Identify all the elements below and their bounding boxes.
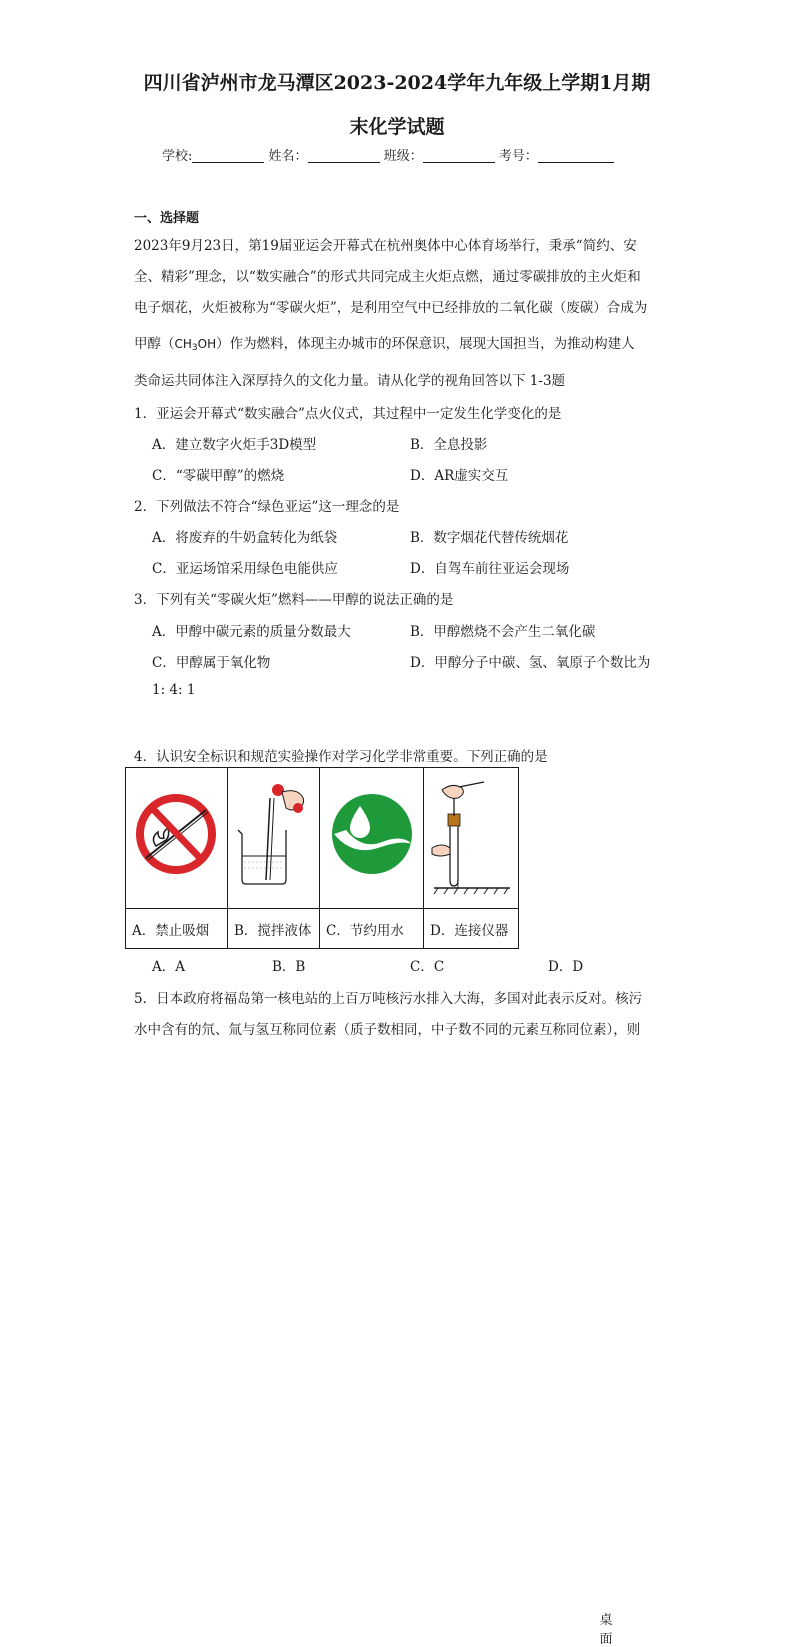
intro-line: 类命运共同体注入深厚持久的文化力量。请从化学的视角回答以下 1-3题 bbox=[134, 373, 566, 389]
question-1-stem: 1．亚运会开幕式“数实融合”点火仪式，其过程中一定发生化学变化的是 bbox=[134, 406, 562, 422]
connecting-apparatus-icon bbox=[424, 768, 518, 904]
number-label: 考号： bbox=[498, 149, 538, 164]
q3-option-d[interactable]: D．甲醇分子中碳、氢、氧原子个数比为 bbox=[410, 655, 651, 671]
q4-option-c[interactable]: C．C bbox=[410, 959, 445, 975]
cell-d-caption: D．连接仪器 bbox=[424, 909, 519, 949]
number-blank[interactable] bbox=[538, 148, 614, 163]
q2-option-c[interactable]: C．亚运场馆采用绿色电能供应 bbox=[152, 561, 338, 577]
q1-option-b[interactable]: B．全息投影 bbox=[410, 437, 488, 453]
q3-option-b[interactable]: B．甲醇燃烧不会产生二氧化碳 bbox=[410, 624, 596, 640]
q2-option-a[interactable]: A．将废弃的牛奶盒转化为纸袋 bbox=[152, 530, 338, 546]
cell-c-caption: C．节约用水 bbox=[320, 909, 424, 949]
cell-b-caption: B．搅拌液体 bbox=[228, 909, 320, 949]
q4-option-b[interactable]: B．B bbox=[272, 959, 306, 975]
question-3-stem: 3．下列有关“零碳火炬”燃料——甲醇的说法正确的是 bbox=[134, 592, 454, 608]
q2-option-d[interactable]: D．自驾车前往亚运会现场 bbox=[410, 561, 570, 577]
name-label: 姓名： bbox=[268, 149, 308, 164]
school-blank[interactable] bbox=[192, 148, 264, 163]
intro-text: 甲醇（ bbox=[134, 336, 175, 352]
question-2-stem: 2．下列做法不符合“绿色亚运”这一理念的是 bbox=[134, 499, 400, 515]
exam-title-line-2: 末化学试题 bbox=[349, 116, 445, 138]
section-heading: 一、选择题 bbox=[134, 211, 200, 226]
intro-text: ）作为燃料，体现主办城市的环保意识，展现大国担当，为推动构建人 bbox=[216, 336, 635, 352]
stirring-liquid-icon bbox=[228, 768, 319, 904]
cell-b-image bbox=[228, 768, 320, 909]
q4-option-d[interactable]: D．D bbox=[548, 959, 584, 975]
question-5-stem-line: 5．日本政府将福岛第一核电站的上百万吨核污水排入大海，多国对此表示反对。核污 bbox=[134, 991, 643, 1007]
student-info-row bbox=[162, 145, 614, 164]
intro-line bbox=[134, 332, 635, 353]
q3-option-d-continuation: 1: 4: 1 bbox=[152, 682, 196, 698]
q1-option-a[interactable]: A．建立数字火炬手3D模型 bbox=[152, 437, 317, 453]
methanol-formula: $CH_3OH$ bbox=[174, 337, 217, 353]
intro-line: 全、精彩”理念，以“数实融合”的形式共同完成主火炬点燃，通过零碳排放的主火炬和 bbox=[134, 269, 641, 285]
q1-option-d[interactable]: D．AR虚实交互 bbox=[410, 468, 509, 484]
water-saving-icon bbox=[320, 768, 423, 904]
class-blank[interactable] bbox=[423, 148, 495, 163]
question-4-stem: 4．认识安全标识和规范实验操作对学习化学非常重要。下列正确的是 bbox=[134, 749, 548, 765]
q4-option-a[interactable]: A．A bbox=[152, 959, 185, 975]
q3-option-a[interactable]: A．甲醇中碳元素的质量分数最大 bbox=[152, 624, 351, 640]
intro-line: 电子烟花，火炬被称为“零碳火炬”，是利用空气中已经排放的二氧化碳（废碳）合成为 bbox=[134, 300, 648, 316]
no-smoking-icon bbox=[126, 768, 227, 904]
class-label: 班级： bbox=[383, 149, 423, 164]
exam-title-line-1: 四川省泸州市龙马潭区2023-2024学年九年级上学期1月期 bbox=[143, 72, 651, 94]
q3-option-c[interactable]: C．甲醇属于氧化物 bbox=[152, 655, 271, 671]
intro-line: 2023年9月23日，第19届亚运会开幕式在杭州奥体中心体育场举行，秉承“简约、安 bbox=[134, 238, 637, 254]
q1-option-c[interactable]: C．“零碳甲醇”的燃烧 bbox=[152, 468, 285, 484]
school-label: 学校: bbox=[162, 149, 193, 164]
cell-c-image bbox=[320, 768, 424, 909]
name-blank[interactable] bbox=[308, 148, 380, 163]
question-5-stem-line: 水中含有的氘、氚与氢互称同位素（质子数相同，中子数不同的元素互称同位素），则 bbox=[134, 1022, 641, 1038]
q2-option-b[interactable]: B．数字烟花代替传统烟花 bbox=[410, 530, 569, 546]
cell-a-caption: A．禁止吸烟 bbox=[126, 909, 228, 949]
cell-a-image bbox=[126, 768, 228, 909]
desk-label: 桌面 bbox=[599, 1612, 613, 1647]
